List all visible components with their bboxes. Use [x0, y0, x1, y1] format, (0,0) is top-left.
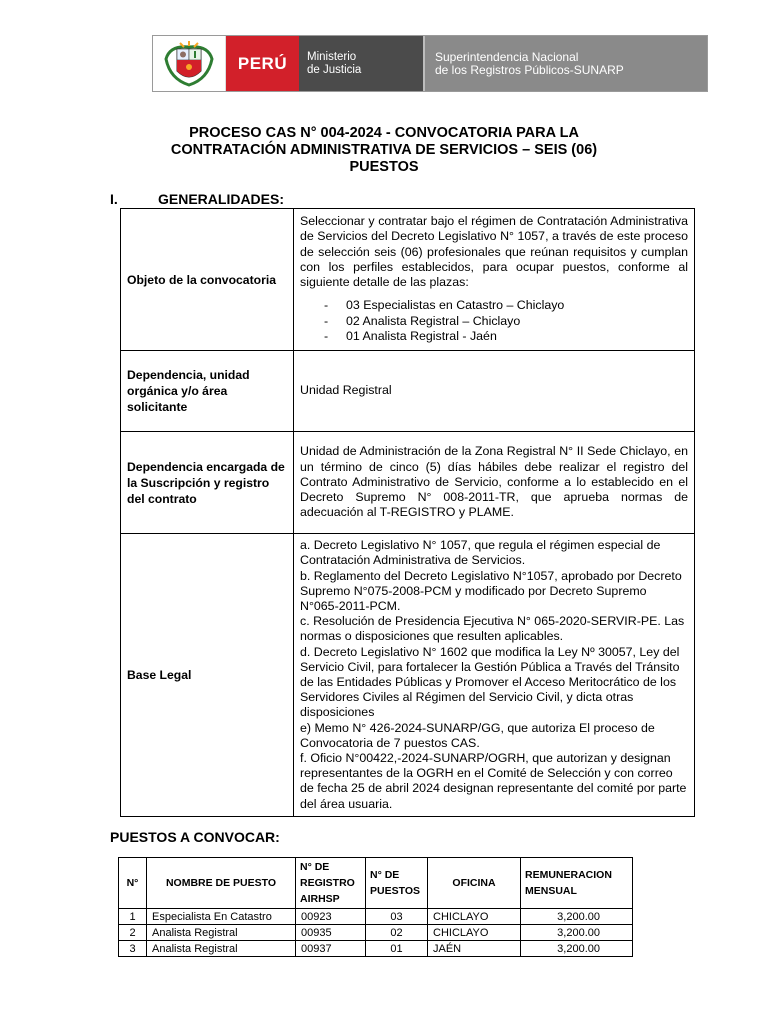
table-row-base-legal — [121, 534, 695, 817]
cell-registro: 00935 — [296, 925, 366, 941]
cell-remuneracion: 3,200.00 — [521, 941, 633, 957]
agency-line-2: de los Registros Públicos-SUNARP — [435, 62, 624, 77]
title-line-1: PROCESO CAS N° 004-2024 - CONVOCATORIA PARA LA — [189, 125, 579, 141]
list-item: - 01 Analista Registral - Jaén — [324, 329, 688, 345]
cell-nombre: Analista Registral — [147, 925, 296, 941]
agency-name — [423, 36, 707, 91]
cell-oficina: CHICLAYO — [428, 925, 521, 941]
title-line-3: PUESTOS — [349, 159, 419, 175]
label-base-legal: Base Legal — [121, 534, 294, 817]
base-legal-item-f: f. Oficio N°00422,-2024-SUNARP/OGRH, que autorizan y designan representantes de la OGRH en el Comité de Selección y con correo de fecha 25 de abril 2024 designan representante del comité por parte del área usuaria. — [300, 751, 687, 811]
header-remuneracion: REMUNERACION MENSUAL — [521, 858, 633, 909]
cell-remuneracion: 3,200.00 — [521, 925, 633, 941]
puestos-table — [118, 857, 633, 957]
content-base-legal — [294, 534, 695, 817]
cell-puestos: 02 — [366, 925, 428, 941]
document-title — [110, 125, 658, 176]
label-dependencia: Dependencia, unidad orgánica y/o área solicitante — [121, 351, 294, 432]
base-legal-item-a: a. Decreto Legislativo N° 1057, que regula el régimen especial de Contratación Administrativa de Servicios. — [300, 538, 661, 568]
table-row-encargada — [121, 432, 695, 534]
cell-puestos: 01 — [366, 941, 428, 957]
cell-puestos: 03 — [366, 909, 428, 925]
cell-numero: 3 — [119, 941, 147, 957]
header-registro: N° DE REGISTRO AIRHSP — [296, 858, 366, 909]
generalidades-table — [120, 208, 695, 817]
table-row — [119, 909, 633, 925]
cell-nombre: Especialista En Catastro — [147, 909, 296, 925]
plazas-list — [300, 298, 688, 345]
section-title: GENERALIDADES: — [158, 191, 285, 207]
puestos-heading: PUESTOS A CONVOCAR: — [110, 829, 280, 845]
title-line-2: CONTRATACIÓN ADMINISTRATIVA DE SERVICIOS – SEIS (06) — [170, 142, 598, 158]
coat-of-arms-icon — [162, 39, 216, 89]
cell-oficina: JAÉN — [428, 941, 521, 957]
table-row — [119, 941, 633, 957]
cell-numero: 1 — [119, 909, 147, 925]
section-number: I. — [110, 191, 118, 207]
content-dependencia: Unidad Registral — [294, 351, 695, 432]
content-encargada: Unidad de Administración de la Zona Registral N° II Sede Chiclayo, en un término de cinco (5) días hábiles debe realizar el registro del Contrato Administrativo de Servicio, conforme a lo establecido en el Decreto Supremo N° 008-2011-TR, que aprueba normas de adecuación al T-REGISTRO y PLAME. — [294, 432, 695, 534]
base-legal-item-b: b. Reglamento del Decreto Legislativo N°1057, aprobado por Decreto Supremo N°075-2008-PCM y modificado por Decreto Supremo N°065-2011-PCM. — [300, 568, 682, 613]
cell-remuneracion: 3,200.00 — [521, 909, 633, 925]
label-objeto: Objeto de la convocatoria — [121, 209, 294, 351]
section-heading-generalidades — [110, 191, 284, 207]
peru-label: PERÚ — [226, 36, 299, 91]
header-oficina: OFICINA — [428, 858, 521, 909]
header-banner — [152, 35, 708, 92]
ministry-line-1: Ministerio — [307, 50, 357, 63]
header-numero: N° — [119, 858, 147, 909]
base-legal-item-e: e) Memo N° 426-2024-SUNARP/GG, que autoriza El proceso de Convocatoria de 7 puestos CAS. — [300, 720, 655, 750]
table-header-row — [119, 858, 633, 909]
peru-coat-of-arms — [153, 36, 226, 91]
base-legal-item-c: c. Resolución de Presidencia Ejecutiva N° 065-2020-SERVIR-PE. Las normas o disposiciones que resulten aplicables. — [300, 614, 685, 644]
table-row — [119, 925, 633, 941]
list-item: - 02 Analista Registral – Chiclayo — [324, 314, 688, 330]
header-puestos: N° DE PUESTOS — [366, 858, 428, 909]
ministry-line-2: de Justicia — [307, 63, 362, 76]
ministry-name — [299, 36, 423, 91]
cell-numero: 2 — [119, 925, 147, 941]
cell-oficina: CHICLAYO — [428, 909, 521, 925]
label-encargada: Dependencia encargada de la Suscripción y registro del contrato — [121, 432, 294, 534]
cell-nombre: Analista Registral — [147, 941, 296, 957]
cell-registro: 00923 — [296, 909, 366, 925]
list-item: - 03 Especialistas en Catastro – Chiclayo — [324, 298, 688, 314]
objeto-text: Seleccionar y contratar bajo el régimen de Contratación Administrativa de Servicios del Decreto Legislativo N° 1057, a través de este proceso de selección seis (06) profesionales que reúnan requisitos y cumplan con los perfiles establecidos, para ocupar puestos, conforme al siguiente detalle de las plazas: — [300, 214, 688, 290]
table-row-dependencia — [121, 351, 695, 432]
cell-registro: 00937 — [296, 941, 366, 957]
header-nombre: NOMBRE DE PUESTO — [147, 858, 296, 909]
base-legal-item-d: d. Decreto Legislativo N° 1602 que modifica la Ley Nº 30057, Ley del Servicio Civil, para fortalecer la Gestión Pública a Través del Tránsito de las Entidades Públicas y Promover el Acceso Meritocrático de los Servidores Civiles al Régimen del Servicio Civil, y dicta otras disposiciones — [300, 644, 680, 720]
agency-line-1: Superintendencia Nacional — [435, 49, 579, 64]
table-row-objeto — [121, 209, 695, 351]
content-objeto — [294, 209, 695, 351]
